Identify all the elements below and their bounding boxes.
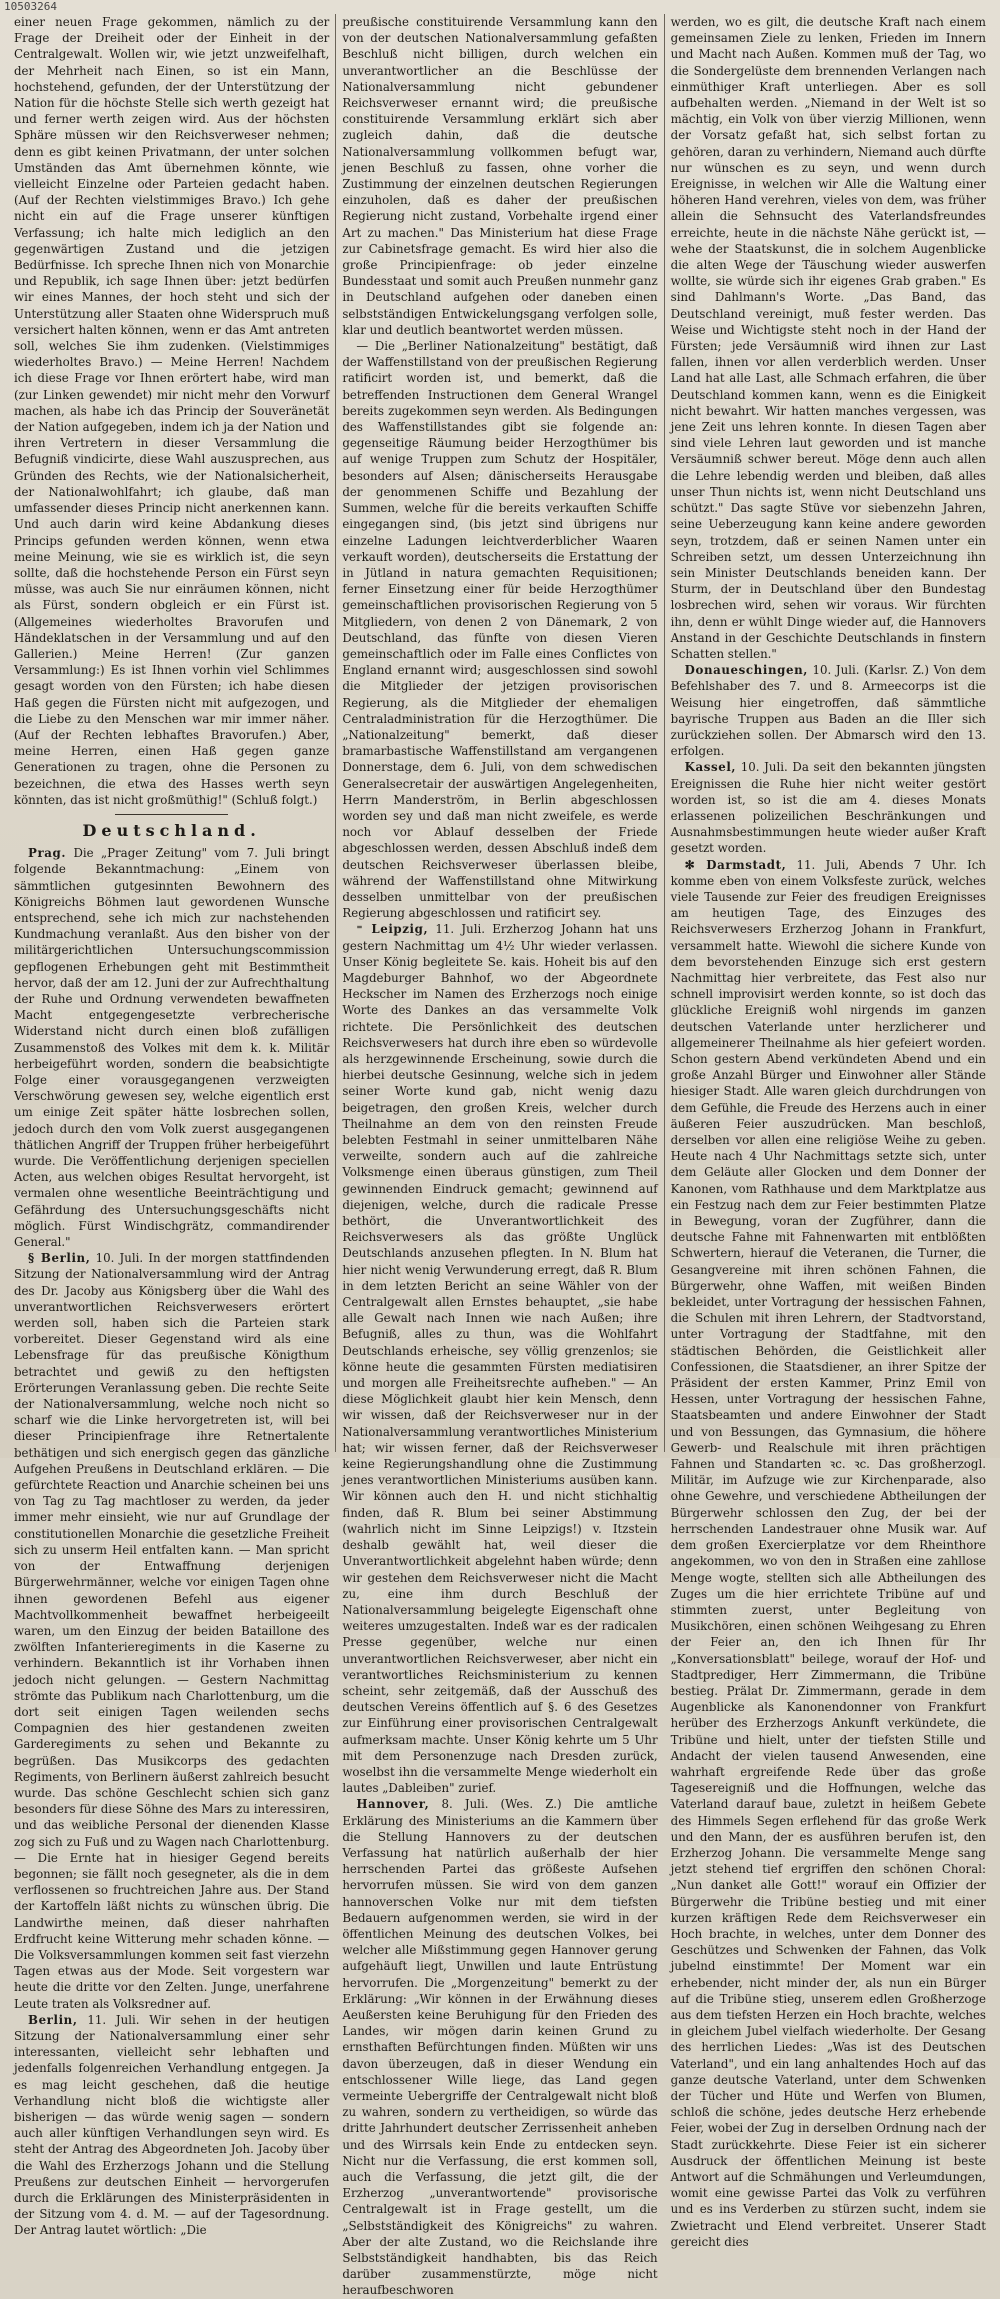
dateline: Prag.	[28, 846, 67, 861]
paragraph-text: — Die „Berliner Nationalzeitung" bestätigt, daß der Waffenstillstand von der preußischen Regierung ratificirt worden ist, und bemerkt, daß die betreffenden Instructionen dem General Wrangel bereits zugekommen seyn werden. Als Bedingungen des Waffenstillstandes gibt sie folgende an: gegenseitige Räumung beider Herzogthümer bis auf wenige Truppen zum Schutz der Hospitäler, besonders auf Alsen; dänischerseits Herausgabe der genommenen Schiffe und Bezahlung der Summen, welche für die bereits verkauften Schiffe eingegangen sind, (bis jetzt sind übrigens nur einzelne Ladungen leichtverderblicher Waaren verkauft worden), deutscherseits die Erstattung der in Jütland in natura gemachten Requisitionen; ferner Einsetzung einer für beide Herzogthümer gemeinschaftlichen provisorischen Regierung von 5 Mitgliedern, von denen 2 von Dänemark, 2 von Deutschland, das fünfte von diesen Vieren gemeinschaftlich oder im Falle eines Conflictes von England ernannt wird; ausgeschlossen sind sowohl die Mitglieder der jetzigen provisorischen Regierung, als die Mitglieder der ehemaligen Centraladministration für die Herzogthümer. Die „Nationalzeitung" bemerkt, daß dieser bramarbastische Waffenstillstand am vergangenen Donnerstage, dem 6. Juli, von dem schwedischen Generalsecretair der auswärtigen Angelegenheiten, Herrn Manderström, in Berlin abgeschlossen worden sey und daß man nicht zweifele, es werde noch vor Ablauf desselben der Friede abgeschlossen werden, dessen Abschluß indeß dem deutschen Reichsverweser überlassen bleibe, während der Waffenstillstand ohne Mitwirkung desselben unmittelbar von der preußischen Regierung abgeschlossen und ratificirt sey.	[342, 339, 658, 921]
article-paragraph	[342, 1796, 657, 2298]
paragraph-text: 11. Juli, Abends 7 Uhr. Ich komme eben von einem Volksfeste zurück, welches viele Tausende zur Feier des freudigen Ereignisses am heutigen Tage, des Einzuges des Reichsverwesers Erzherzog Johann in Frankfurt, versammelt hatte. Wiewohl die sichere Kunde von dem bevorstehenden Einzuge sich erst gestern Nachmittag hier verbreitete, das Fest also nur schnell improvisirt werden konnte, so ist doch das glückliche Ereigniß wohl nirgends im ganzen deutschen Vaterlande unter herzlicherer und allgemeinerer Theilnahme als hier gefeiert worden. Schon gestern Abend verkündeten Abend und ein große Anzahl Bürger und Einwohner aller Stände hiesiger Stadt. Alle waren gleich durchdrungen von dem Gefühle, die Freude des Herzens auch in einer äußeren Feier auszudrücken. Man beschloß, derselben vor allen eine religiöse Weihe zu geben. Heute nach 4 Uhr Nachmittags setzte sich, unter dem Geläute aller Glocken und dem Donner der Kanonen, vom Rathhause und dem Marktplatze aus ein Festzug nach dem zur Feier bestimmten Platze in Bewegung, voran der Zugführer, dann die deutsche Fahne mit Fahnenwarten mit entblößten Schwertern, hierauf die Veteranen, die Turner, die Gesangvereine mit ihren schönen Fahnen, die Bürgerwehr, ohne Waffen, mit weißen Binden bekleidet, unter Vortragung der hessischen Fahnen, die Schulen mit ihren Lehrern, der Stadtvorstand, unter Vortragung der Stadtfahne, mit den städtischen Behörden, die Geistlichkeit aller Confessionen, die Staatsdiener, an ihrer Spitze der Präsident der ersten Kammer, Prinz Emil von Hessen, unter Vortragung der hessischen Fahne, Staatsbeamten und andere Einwohner der Stadt und von Bessungen, das Gymnasium, die höhere Gewerb- und Realschule mit ihren prächtigen Fahnen und Standarten ꝛc. ꝛc. Das großherzogl. Militär, im Aufzuge wie zur Kirchenparade, also ohne Gewehre, und verschiedene Abtheilungen der Bürgerwehr schlossen den Zug, der bei der herrschenden Landestrauer ohne Musik war. Auf dem großen Exercierplatze vor dem Rheinthore angekommen, wo von den in Straßen eine zahllose Menge wogte, stellten sich alle Abtheilungen des Zuges um die hier errichtete Tribüne auf und stimmten zuerst, unter Begleitung von Musikchören, einen schönen Weihgesang zu Ehren der Feier an, den ich Ihnen für Ihr „Konversationsblatt" beilege, worauf der Hof- und Stadtprediger, Herr Zimmermann, die Tribüne bestieg. Prälat Dr. Zimmermann, gerade in dem Augenblicke als Kanonendonner von Frankfurt herüber des Erzherzogs Ankunft verkündete, die Tribüne und hielt, unter der tiefsten Stille und Andacht der vielen tausend Anwesenden, eine wahrhaft ergreifende Rede über das große Tagesereigniß und die Hoffnungen, welche das Vaterland darauf baue, zuletzt in heißem Gebete des Himmels Segen erflehend für das große Werk und den Mann, der es ausführen berufen ist, den Erzherzog Johann. Die versammelte Menge sang jetzt stehend tief ergriffen den schönen Choral: „Nun danket alle Gott!" worauf ein Offizier der Bürgerwehr die Tribüne bestieg und mit einer kurzen kräftigen Rede dem Reichsverweser ein Hoch brachte, in welches, unter dem Donner des Geschützes und Schwenken der Fahnen, das Volk jubelnd einstimmte! Der Moment war ein erhebender, nicht minder der, als nun ein Bürger auf die Tribüne stieg, unserem edlen Großherzoge aus dem tiefsten Herzen ein Hoch brachte, welches in gleichem Jubel vielfach wiederholte. Der Gesang des herrlichen Liedes: „Was ist des Deutschen Vaterland", und ein lang anhaltendes Hoch auf das ganze deutsche Vaterland, unter dem Schwenken der Tücher und Hüte und Werfen von Blumen, schloß die schöne, jedes deutsche Herz erhebende Feier, wobei der Zug in derselben Ordnung nach der Stadt zurückkehrte. Diese Feier ist ein sicherer Ausdruck der öffentlichen Meinung ist beste Antwort auf die Schmähungen und Verleumdungen, womit eine gewisse Partei das Volk zu verführen und es ins Verderben zu stürzen sucht, indem sie Zwietracht und Elend verbreitet. Unserer Stadt gereicht dies	[670, 857, 986, 2249]
section-divider	[115, 814, 229, 815]
article-paragraph	[671, 857, 986, 2250]
paragraph-text: 8. Juli. (Wes. Z.) Die amtliche Erklärung des Ministeriums an die Kammern über die Stellung Hannovers zu der deutschen Verfassung hat natürlich außerhalb der hier herrschenden Partei das größeste Aufsehen hervorrufen müssen. Sie wird von dem ganzen hannoverschen Volke nur mit dem tiefsten Bedauern aufgenommen werden, sie wird in der öffentlichen Meinung des deutschen Volkes, bei welcher alle Mißstimmung gegen Hannover gerung aufgehäuft liegt, Unwillen und laute Entrüstung hervorrufen. Die „Morgenzeitung" bemerkt zu der Erklärung: „Wir können in der Erwähnung dieses Aeußersten keine Beruhigung für den Frieden des Landes, wir mögen darin keinen Grund zu ernsthaften Befürchtungen finden. Müßten wir uns davon überzeugen, daß in dieser Wendung ein entschlossener Wille liege, das Land gegen vermeinte Uebergriffe der Centralgewalt nicht bloß zu wahren, sondern zu vertheidigen, so würde das dritte Jahrhundert deutscher Zerrissenheit anheben und des Wirrsals kein Ende zu entdecken seyn. Nicht nur die Verfassung, die erst kommen soll, auch die Verfassung, die jetzt gilt, die der Erzherzog „unverantwortende" provisorische Centralgewalt ist in Frage gestellt, um die „Selbstständigkeit des Königreichs" zu wahren. Aber der alte Zustand, wo die Reichslande ihre Selbstständigkeit handhabten, bis das Reich darüber zusammenstürzte, möge nicht heraufbeschworen	[342, 1797, 658, 2298]
article-paragraph	[671, 14, 986, 662]
column-3	[664, 14, 992, 2249]
paragraph-text: einer neuen Frage gekommen, nämlich zu der Frage der Dreiheit oder der Einheit in der Centralgewalt. Wollen wir, wie jetzt unzweifelhaft, der Mehrheit nach Einen, so ist ein Mann, hochstehend, gefunden, der der Unterstützung der Nation für die höchste Stelle sich werth gezeigt hat und ferner werth zeigen wird. Aus der höchsten Sphäre müssen wir den Reichsverweser nehmen; denn es gibt keinen Privatmann, der unter solchen Umständen das Amt übernehmen könnte, wie vielleicht Einzelne oder Parteien gedacht haben. (Auf der Rechten vielstimmiges Bravo.) Ich gehe nicht ein auf die Frage unserer künftigen Verfassung; ich halte mich lediglich an den gegenwärtigen Zustand und die jetzigen Bedürfnisse. Ich spreche Ihnen nich von Monarchie und Republik, ich sage Ihnen über: jetzt bedürfen wir eines Mannes, der hoch steht und sich der Unterstützung aller Staaten ohne Widerspruch muß versichert halten können, wenn er das Amt antreten soll, welches Sie ihm zudenken. (Vielstimmiges wiederholtes Bravo.) — Meine Herren! Nachdem ich diese Frage vor Ihnen erörtert habe, wird man (zur Linken gewendet) mir nicht mehr den Vorwurf machen, als habe ich das Princip der Souveränetät der Nation aufgegeben, indem ich ja der Nation und ihren Vertretern in dieser Versammlung die Befugniß vindicirte, diese Wahl auszusprechen, aus Gründen des Rechts, wie der Nationalsicherheit, der Nationalwohlfahrt; ich glaube, daß man umfassender dieses Princip nicht anerkennen kann. Und auch darin wird keine Abdankung dieses Princips gefunden werden können, wenn etwa meine Meinung, wie sie es wirklich ist, die seyn sollte, daß die hochstehende Person ein Fürst seyn müsse, was auch Sie nur einräumen können, nicht als Fürst, sondern obgleich er ein Fürst ist. (Allgemeines wiederholtes Bravorufen und Händeklatschen in der Versammlung und auf den Gallerien.) Meine Herren! (Zur ganzen Versammlung:) Es ist Ihnen vorhin viel Schlimmes gesagt worden von den Fürsten; ich habe diesen Haß gegen die Fürsten nicht mit aufgezogen, und die Liebe zu den Menschen war mir immer näher. (Auf der Rechten lebhaftes Bravorufen.) Aber, meine Herren, einen Haß gegen ganze Generationen zu tragen, ohne die Personen zu bezeichnen, die etwa des Hasses werth seyn könnten, das ist nicht großmüthig!" (Schluß folgt.)	[14, 15, 330, 807]
column-2	[335, 14, 663, 2298]
column-1	[8, 14, 335, 2238]
paragraph-text: werden, wo es gilt, die deutsche Kraft nach einem gemeinsamen Ziele zu lenken, Frieden im Innern und Macht nach Außen. Kommen muß der Tag, wo die Sondergelüste dem brennenden Verlangen nach einmüthiger Kraft unterliegen. Aber es soll aufbehalten werden. „Niemand in der Welt ist so mächtig, ein Volk von über vierzig Millionen, wenn der Vorsatz gefaßt hat, sich selbst fortan zu gehören, daran zu verhindern, Niemand auch dürfte nur wünschen es zu seyn, und wenn durch Ereignisse, in welchen wir Alle die Waltung einer höheren Hand verehren, vieles von dem, was früher allein die Sehnsucht des Vaterlandsfreundes erreichte, heute in die nächste Nähe gerückt ist, — wehe der Staatskunst, die in solchem Augenblicke die alten Wege der Täuschung wieder auswerfen wollte, sie würde sich ihr eigenes Grab graben." Es sind Dahlmann's Worte. „Das Band, das Deutschland vereinigt, muß fester werden. Das Weise und Wichtigste steht noch in der Hand der Fürsten; jede Versäumniß wird ihnen zur Last fallen, ihnen vor allen verderblich werden. Unser Land hat alle Last, alle Schmach erfahren, die über Deutschland kommen kann, wenn es die Einigkeit nicht bewahrt. Wir hatten manches vergessen, was jene Zeit uns lehren konnte. In diesen Tagen aber sind viele Lehren laut geworden und ist manche Versäumniß schwer bereut. Möge denn auch allen die Lehre lebendig werden und bleiben, daß alles unser Thun nichts ist, wenn nicht Deutschland uns schützt." Das sagte Stüve vor siebenzehn Jahren, seine Ueberzeugung kann keine andere geworden seyn, trotzdem, daß er seinen Namen unter ein Schreiben setzt, um dessen Unterzeichnung ihn sein Minister Deutschlands beneiden kann. Der Sturm, der in Deutschland über den Bundestag losbrechen wird, sehen wir voraus. Wir fürchten ihn, denn er wühlt Dinge wieder auf, die Hannovers Anstand in der Geschichte Deutschlands in finstern Schatten stellen."	[670, 15, 986, 661]
section-heading: Deutschland.	[82, 820, 261, 840]
article-paragraph	[671, 662, 986, 759]
article-paragraph	[342, 921, 657, 1796]
paragraph-text: preußische constituirende Versammlung kann den von der deutschen Nationalversammlung gefaßten Beschluß nicht billigen, durch welchen ein unverantwortlicher an die Beschlüsse der Nationalversammlung nicht gebundener Reichsverweser ernannt wird; die preußische constituirende Versammlung erklärt sich aber zugleich dahin, daß die deutsche Nationalversammlung vollkommen befugt war, jenen Beschluß zu fassen, ohne vorher die Zustimmung der einzelnen deutschen Regierungen einzuholen, daß es daher der preußischen Regierung nicht zustand, Vorbehalte irgend einer Art zu machen." Das Ministerium hat diese Frage zur Cabinetsfrage gemacht. Es wird hier also die große Principienfrage: ob jeder einzelne Bundesstaat und somit auch Preußen nunmehr ganz in Deutschland aufgehen oder daneben einen selbstständigen Entwickelungsgang verfolgen solle, klar und deutlich beantwortet werden müssen.	[342, 15, 658, 337]
dateline: Berlin,	[28, 2012, 78, 2027]
paragraph-text: 10. Juli. (Karlsr. Z.) Von dem Befehlshaber des 7. und 8. Armeecorps ist die Weisung hier eingetroffen, daß sämmtliche bayrische Truppen aus Baden an die Iller sich zurückziehen sollen. Der Abmarsch wird den 13. erfolgen.	[670, 663, 986, 759]
dateline: Donaueschingen,	[684, 663, 808, 678]
dateline: ⁼ Leipzig,	[356, 922, 429, 937]
article-paragraph	[671, 759, 986, 856]
article-paragraph	[342, 14, 657, 338]
article-paragraph	[14, 1250, 329, 2012]
article-paragraph	[14, 2012, 329, 2239]
paragraph-text: 10. Juli. In der morgen stattfindenden Sitzung der Nationalversammlung wird der Antrag des Dr. Jacoby aus Königsberg über die Wahl des unverantwortlichen Reichsverwesers erörtert werden soll, haben sich die Parteien stark vorbereitet. Dieser Gegenstand wird als eine Lebensfrage für das preußische Königthum betrachtet und gewiß zu den heftigsten Erörterungen Veranlassung geben. Die rechte Seite der Nationalversammlung, welche noch nicht so scharf wie die Linke hervorgetreten ist, will bei dieser Principienfrage ihre Retnertalente bethätigen und sich energisch gegen das gänzliche Aufgehen Preußens in Deutschland erklären. — Die gefürchtete Reaction und Anarchie scheinen bei uns von Tag zu Tag machtloser zu werden, da jeder immer mehr einsieht, wie nur auf Grundlage der constitutionellen Monarchie die gesetzliche Freiheit sich zu unserm Heil entfalten kann. — Man spricht von der Entwaffnung derjenigen Bürgerwehrmänner, welche vor einigen Tagen ohne ihnen gewordenen Befehl aus eigener Machtvollkommenheit bewaffnet herbeigeeilt waren, um den Einzug der beiden Bataillone des zwölften Infanterieregiments in die Kaserne zu verhindern. Bekanntlich ist ihr Vorhaben ihnen jedoch nicht gelungen. — Gestern Nachmittag strömte das Publikum nach Charlottenburg, um die dort seit einigen Tagen weilenden sechs Compagnien des hier gestandenen zweiten Garderegiments zu sehen und Bekannte zu begrüßen. Das Musikcorps des gedachten Regiments, von Berlinern äußerst zahlreich besucht wurde. Das schöne Geschlecht schien sich ganz besonders für diese Söhne des Mars zu interessiren, und das weibliche Personal der dienenden Klasse zog sich zu Fuß und zu Wagen nach Charlottenburg. — Die Ernte hat in hiesiger Gegend bereits begonnen; sie fällt noch gesegneter, als die in dem verflossenen so fruchtreichen Jahre aus. Der Stand der Kartoffeln läßt nichts zu wünschen übrig. Die Landwirthe meinen, daß dieser nahrhaften Erdfrucht keine Witterung mehr schaden könne. — Die Volksversammlungen kommen seit fast vierzehn Tagen etwas aus der Mode. Seit vorgestern war heute die dritte vor den Zelten. Junge, unerfahrene Leute traten als Volksredner auf.	[14, 1251, 330, 2011]
page-id-stamp: 10503264	[4, 0, 57, 13]
article-paragraph	[14, 845, 329, 1250]
article-paragraph	[14, 14, 329, 808]
dateline: Kassel,	[684, 760, 737, 775]
article-paragraph	[342, 338, 657, 921]
dateline: ✻ Darmstadt,	[684, 857, 787, 872]
paragraph-text: 10. Juli. Da seit den bekannten jüngsten Ereignissen die Ruhe hier nicht weiter gestört worden ist, so ist die am 4. dieses Monats erlassenen polizeilichen Beschränkungen und Ausnahmsbestimmungen heute wieder außer Kraft gesetzt worden.	[670, 760, 986, 856]
column-container	[8, 14, 992, 2298]
paragraph-text: Die „Prager Zeitung" vom 7. Juli bringt folgende Bekanntmachung: „Einem von sämmtlichen gutgesinnten Bewohnern des Königreichs Böhmen laut gewordenen Wunsche entsprechend, sehe ich mich zur nachstehenden Kundmachung veranlaßt. Aus den bisher von der militärgerichtlichen Untersuchungscommission gepflogenen Erhebungen geht mit Bestimmtheit hervor, daß der am 12. Juni der zur Aufrechthaltung der Ruhe und Ordnung verwendeten bewaffneten Macht entgegengesetzte verbrecherische Widerstand nicht durch einen bloß zufälligen Zusammenstoß des Volkes mit dem k. k. Militär herbeigeführt worden, sondern die beabsichtigte Folge einer vorausgegangenen verzweigten Verschwörung gewesen sey, welche eigentlich erst um einige Zeit später hätte losbrechen sollen, jedoch durch den vom Volk zuerst ausgegangenen thätlichen Angriff der Truppen früher herbeigeführt wurde. Die Veröffentlichung derjenigen speciellen Acten, aus welchen obiges Resultat hervorgeht, ist vermalen ohne wesentliche Beeinträchtigung und Gefährdung des Untersuchungsgeschäfts nicht möglich. Fürst Windischgrätz, commandirender General."	[14, 846, 330, 1250]
dateline: Hannover,	[356, 1797, 430, 1812]
dateline: § Berlin,	[28, 1251, 91, 1266]
paragraph-text: 11. Juli. Wir sehen in der heutigen Sitzung der Nationalversammlung einer sehr interessanten, vielleicht sehr lebhaften und jedenfalls folgenreichen Verhandlung entgegen. Ja es mag leicht geschehen, daß die heutige Verhandlung nicht bloß die wichtigste aller bisherigen — das würde wenig sagen — sondern auch aller künftigen Verhandlungen seyn wird. Es steht der Antrag des Abgeordneten Joh. Jacoby über die Wahl des Erzherzogs Johann und die Stellung Preußens zur deutschen Einheit — hervorgerufen durch die Erklärungen des Ministerpräsidenten in der Sitzung vom 4. d. M. — auf der Tagesordnung. Der Antrag lautet wörtlich: „Die	[14, 2012, 330, 2238]
paragraph-text: 11. Juli. Erzherzog Johann hat uns gestern Nachmittag um 4½ Uhr wieder verlassen. Unser König begleitete Se. kais. Hoheit bis auf den Magdeburger Bahnhof, wo der Abgeordnete Heckscher im Namen des Erzherzogs noch einige Worte des Dankes an das versammelte Volk richtete. Die Persönlichkeit des deutschen Reichsverwesers hat durch ihre eben so würdevolle als herzgewinnende Erscheinung, sowie durch die hierbei deutsche Gesinnung, welche sich in jedem seiner Worte kund gab, nicht wenig dazu beigetragen, den großen Kreis, welcher durch Theilnahme an dem von den reinsten Freude belebten Festmahl in seiner unmittelbaren Nähe verweilte, sondern auch auf die zahlreiche Volksmenge einen überaus günstigen, zum Theil gewinnenden Eindruck gemacht; gewinnend auf diejenigen, welche, durch die radicale Presse bethört, die Unverantwortlichkeit des Reichsverwesers als das größte Unglück Deutschlands anzusehen pflegten. In N. Blum hat hier nicht wenig Verwunderung erregt, daß R. Blum in dem letzten Bericht an seine Wähler von der Centralgewalt allen Ernstes behauptet, „sie habe alle Gewalt nach Innen wie nach Außen; ihre Befugniß, alles zu thun, was die Wohlfahrt Deutschlands erheische, sey völlig grenzenlos; sie könne heute die gesammten Fürsten mediatisiren und morgen alle Freiheitsrechte aufheben." — An diese Möglichkeit glaubt hier kein Mensch, denn wir wissen, daß der Reichsverweser nur in der Nationalversammlung verantwortliches Ministerium hat; wir wissen ferner, daß der Reichsverweser keine Regierungshandlung ohne die Zustimmung jenes verantwortlichen Ministeriums ausüben kann. Wir können auch den H. und nicht stichhaltig finden, daß R. Blum bei seiner Abstimmung (wahrlich nicht im Sinne Leipzigs!) v. Itzstein deshalb gewählt hat, weil dieser die Unverantwortlichkeit abgelehnt haben würde; denn wir gestehen dem Reichsverweser nicht die Macht zu, eine ihm durch Beschluß der Nationalversammlung beigelegte Eigenschaft ohne weiteres umzugestalten. Indeß war es der radicalen Presse gegenüber, welche nur einen unverantwortlichen Reichsverweser, aber nicht ein verantwortliches Reichsministerium zu kennen scheint, sehr zeitgemäß, daß der Ausschuß des deutschen Vereins öffentlich auf §. 6 des Gesetzes zur Einführung einer provisorischen Centralgewalt aufmerksam machte. Unser König kehrte um 5 Uhr mit dem Personenzuge nach Dresden zurück, woselbst ihn die versammelte Menge wiederholt ein lautes „Dableiben" zurief.	[342, 922, 658, 1796]
